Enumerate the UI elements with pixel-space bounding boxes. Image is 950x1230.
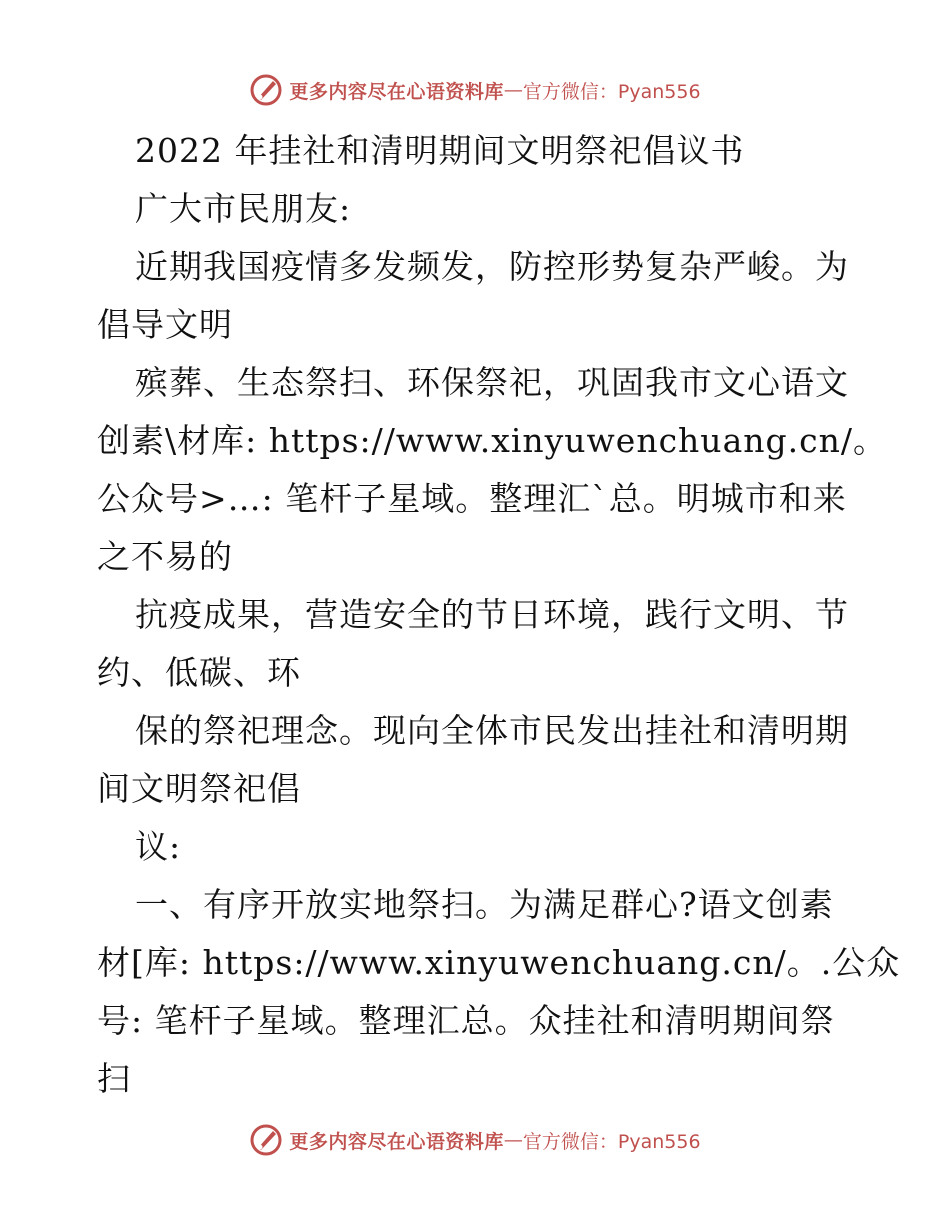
text-line: 保的祭祀理念。现向全体市民发出挂社和清明期 — [135, 711, 849, 750]
watermark-wechat: 官方微信：Pyan556 — [522, 80, 701, 103]
text-line: 间文明祭祀倡 — [97, 769, 301, 808]
text-line: 号: 笔杆子星域。整理汇总。众挂社和清明期间祭 — [97, 1001, 835, 1040]
watermark-wechat: 官方微信：Pyan556 — [522, 1130, 701, 1153]
text-line: 抗疫成果，营造安全的节日环境，践行文明、节 — [135, 595, 849, 634]
document-title: 2022 年挂社和清明期间文明祭祀倡议书 — [135, 131, 745, 170]
text-line: 倡导文明 — [97, 305, 233, 344]
quill-logo-icon — [249, 73, 283, 107]
text-line: 近期我国疫情多发频发，防控形势复杂严峻。为 — [135, 247, 849, 286]
text-line: 约、低碳、环 — [97, 653, 301, 692]
text-line: 创素\材库: https://www.xinyuwenchuang.cn/。 — [97, 421, 887, 460]
text-line: 一、有序开放实地祭扫。为满足群心?语文创素 — [135, 885, 834, 924]
watermark-banner-top — [0, 70, 950, 110]
text-line: 材[库: https://www.xinyuwenchuang.cn/。.公众 — [97, 943, 901, 982]
document-body — [97, 122, 901, 1108]
salutation: 广大市民朋友: — [135, 189, 352, 228]
watermark-separator: — — [503, 79, 523, 101]
watermark-separator: — — [503, 1129, 523, 1151]
watermark-brand: 更多内容尽在心语资料库 — [289, 1130, 504, 1153]
watermark-banner-bottom — [0, 1120, 950, 1160]
text-line: 之不易的 — [97, 537, 233, 576]
text-line: 公众号>…: 笔杆子星域。整理汇`总。明城市和来 — [97, 479, 847, 518]
quill-logo-icon — [249, 1123, 283, 1157]
watermark-brand: 更多内容尽在心语资料库 — [289, 80, 504, 103]
text-line: 议: — [135, 827, 182, 866]
text-line: 殡葬、生态祭扫、环保祭祀，巩固我市文心语文 — [135, 363, 849, 402]
text-line: 扫 — [97, 1059, 131, 1098]
